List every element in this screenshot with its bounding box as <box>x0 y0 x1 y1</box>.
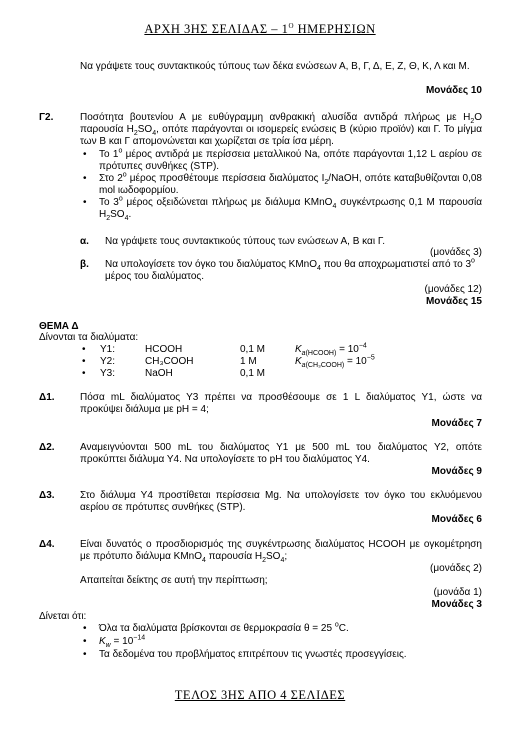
g2-bullet-1: • Το $1^o$ μέρος αντιδρά με περίσσεια μεταλλικού Na, οπότε παράγονται 1,12 L αερίου σε πρότυπες συνθήκες (STP). <box>81 149 482 173</box>
g2-bullet-3: • Το $3^o$ μέρος οξειδώνεται πλήρως με διάλυμα KMnO$_4$ συγκέντρωσης 0,1 M παρουσία $H_2SO_4$. <box>81 197 482 221</box>
page-header <box>0 23 520 35</box>
row-bullet: • <box>82 356 86 367</box>
d4-marks-1: (μονάδες 2) <box>430 563 482 574</box>
g2-beta-marks: (μονάδες 12) <box>424 284 482 295</box>
d4-marks-2: (μονάδα 1) <box>433 587 482 598</box>
d4-label: Δ4. <box>39 539 55 550</box>
g2-bullet-2: • Στο $2^o$ μέρος προσθέτουμε περίσσεια διαλύματος $I_2$/NaOH, οπότε καταβυθίζονται 0,08 mol ιωδοφορμίου. <box>81 173 482 197</box>
header-text-end: ΗΜΕΡΗΣΙΩΝ <box>294 22 376 36</box>
d3-marks: Μονάδες 6 <box>431 514 482 525</box>
g2-alpha-text: Να γράψετε τους συντακτικούς τύπους των ενώσεων Α, Β και Γ. <box>105 236 386 247</box>
g2-label: Γ2. <box>39 112 54 123</box>
solution-row-y3: • Υ3: NaOH 0,1 M <box>82 368 266 379</box>
g2-beta-text: Να υπολογίσετε τον όγκο του διαλύματος KMnO$_4$ που θα αποχρωματιστεί από το $3^o$ μέρος του διαλύματος. <box>105 257 475 282</box>
given-title: Δίνεται ότι: <box>39 611 87 622</box>
thema-title: ΘΕΜΑ Δ <box>39 321 79 332</box>
row-bullet: • <box>82 344 86 355</box>
d1-marks: Μονάδες 7 <box>431 418 482 429</box>
page-footer: ΤΕΛΟΣ 3ΗΣ ΑΠΟ 4 ΣΕΛΙΔΕΣ <box>174 688 346 702</box>
d1-label: Δ1. <box>39 392 55 403</box>
intro-text: Να γράψετε τους συντακτικούς τύπους των δέκα ενώσεων Α, Β, Γ, Δ, Ε, Ζ, Θ, Κ, Λ και Μ. <box>80 61 470 72</box>
d4-text: Είναι δυνατός ο προσδιορισμός της συγκέντρωσης διαλύματος HCOOH με ογκομέτρηση με πρότυπο διάλυμα KMnO$_4$ παρουσία $H_2SO_4$; <box>80 539 482 564</box>
d2-label: Δ2. <box>39 442 55 453</box>
d3-label: Δ3. <box>39 490 55 501</box>
d3-text: Στο διάλυμα Υ4 προστίθεται περίσσεια Mg. Να υπολογίσετε τον όγκο του εκλυόμενου αερίου σε πρότυπες συνθήκες (STP). <box>80 490 482 513</box>
row-bullet: • <box>82 368 86 379</box>
solution-row-y1: • Υ1: HCOOH 0,1 M $K_{a(HCOOH)} = 10^{-4}$ <box>82 342 367 357</box>
given-bullet-1: • Όλα τα διαλύματα βρίσκονται σε θερμοκρασία θ = 25 $^o$C. <box>81 623 482 635</box>
d2-text: Αναμειγνύονται 500 mL του διαλύματος Υ1 με 500 mL του διαλύματος Υ2, οπότε προκύπτει διάλυμα Υ4. Να υπολογίσετε το pH του διαλύματος Υ4. <box>80 442 482 465</box>
g2-alpha-marks: (μονάδες 3) <box>430 247 482 258</box>
thema-given: Δίνονται τα διαλύματα: <box>39 332 139 343</box>
g2-marks: Μονάδες 15 <box>425 296 482 307</box>
given-bullet-3: • Τα δεδομένα του προβλήματος επιτρέπουν τις γνωστές προσεγγίσεις. <box>81 649 482 661</box>
header-text: ΑΡΧΗ 3ΗΣ ΣΕΛΙΔΑΣ – 1 <box>144 22 289 36</box>
header-sup: Ο <box>288 21 294 30</box>
d2-marks: Μονάδες 9 <box>431 466 482 477</box>
g2-alpha-label: α. <box>80 236 89 247</box>
g2-beta-label: β. <box>80 259 89 270</box>
solution-row-y2: • Υ2: CH₃COOH 1 M $K_{a(CH_3COOH)} = 10^{-5}$ <box>82 354 375 369</box>
d4-marks: Μονάδες 3 <box>431 599 482 610</box>
d1-text: Πόσα mL διαλύματος Υ3 πρέπει να προσθέσουμε σε 1 L διαλύματος Υ1, ώστε να προκύψει διάλυμα με pH = 4; <box>80 392 482 415</box>
g2-paragraph: Ποσότητα βουτενίου Α με ευθύγραμμη ανθρακική αλυσίδα αντιδρά πλήρως με $H_2O$ παρουσία $H_2SO_4$, οπότε παράγονται οι ισομερείς ενώσεις Β (κύριο προϊόν) και Γ. Το μίγμα των Β και Γ απομονώνεται και χωρίζεται σε τρία ίσα μέρη. <box>80 112 483 147</box>
intro-marks: Μονάδες 10 <box>425 85 482 96</box>
d4-text-2: Απαιτείται δείκτης σε αυτή την περίπτωση; <box>80 575 268 586</box>
given-bullet-2: • $K_w = 10^{-14}$ <box>81 636 482 648</box>
